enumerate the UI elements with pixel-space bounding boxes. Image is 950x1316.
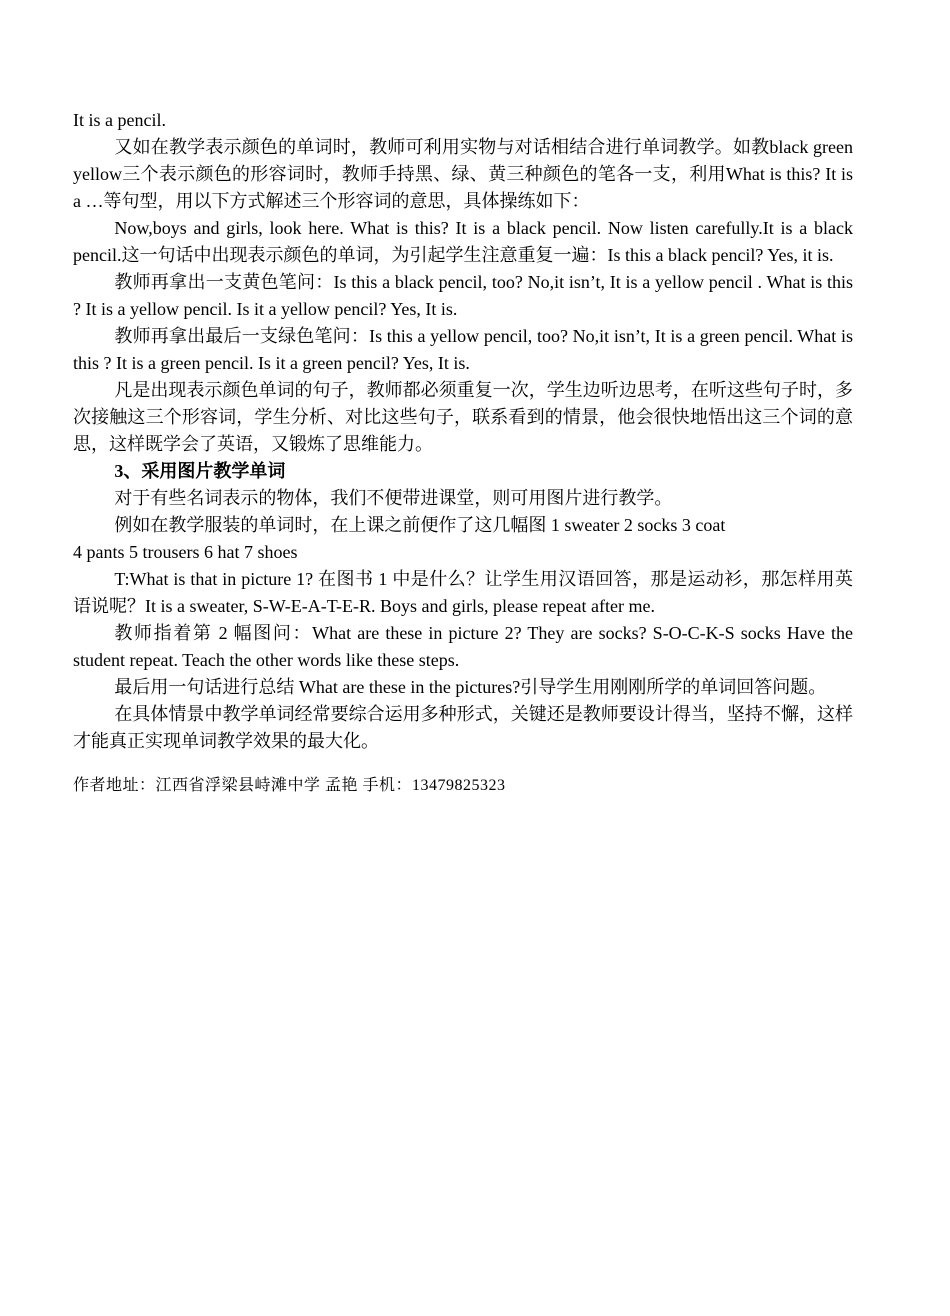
paragraph: 对于有些名词表示的物体，我们不便带进课堂，则可用图片进行教学。 — [114, 488, 673, 508]
paragraph: 凡是出现表示颜色单词的句子，教师都必须重复一次，学生边听边思考，在听这些句子时，多次接触这三个形容词，学生分析、对比这些句子，联系看到的情景，他会很快地悟出这三个词的意思，这样既学会了英语，又锻炼了思维能力。 — [73, 380, 853, 454]
paragraph: 4 pants 5 trousers 6 hat 7 shoes — [73, 542, 298, 562]
author-footer: 作者地址：江西省浮梁县峙滩中学 孟艳 手机：13479825323 — [73, 777, 506, 794]
paragraph: 最后用一句话进行总结 What are these in the pictures?引导学生用刚刚所学的单词回答问题。 — [114, 677, 827, 697]
paragraph: T:What is that in picture 1? 在图书 1 中是什么？让学生用汉语回答，那是运动衫，那怎样用英语说呢？It is a sweater, S-W-E-A-T-E-R. Boys and girls, please repeat after me. — [73, 569, 853, 616]
document-page — [73, 107, 853, 799]
paragraph: 教师再拿出最后一支绿色笔问：Is this a yellow pencil, too? No,it isn’t, It is a green pencil. What is this ? It is a green pencil. Is it a green pencil? Yes, It is. — [73, 326, 853, 373]
section-heading: 3、采用图片教学单词 — [114, 461, 286, 481]
paragraph: 教师再拿出一支黄色笔问：Is this a black pencil, too? No,it isn’t, It is a yellow pencil . What is this ? It is a yellow pencil. Is it a yellow pencil? Yes, It is. — [73, 272, 853, 319]
paragraph: Now,boys and girls, look here. What is this? It is a black pencil. Now listen carefully.It is a black pencil.这一句话中出现表示颜色的单词，为引起学生注意重复一遍：Is this a black pencil? Yes, it is. — [73, 218, 853, 265]
paragraph: 教师指着第 2 幅图问：What are these in picture 2? They are socks? S-O-C-K-S socks Have the student repeat. Teach the other words like these steps. — [73, 623, 853, 670]
paragraph: It is a pencil. — [73, 110, 166, 130]
paragraph: 在具体情景中教学单词经常要综合运用多种形式，关键还是教师要设计得当，坚持不懈，这样才能真正实现单词教学效果的最大化。 — [73, 704, 853, 751]
paragraph: 例如在教学服装的单词时，在上课之前便作了这几幅图 1 sweater 2 socks 3 coat — [114, 515, 726, 535]
paragraph: 又如在教学表示颜色的单词时，教师可利用实物与对话相结合进行单词教学。如教black green yellow三个表示颜色的形容词时，教师手持黑、绿、黄三种颜色的笔各一支，利用What is this? It is a …等句型，用以下方式解述三个形容词的意思，具体操练如下： — [73, 137, 853, 211]
